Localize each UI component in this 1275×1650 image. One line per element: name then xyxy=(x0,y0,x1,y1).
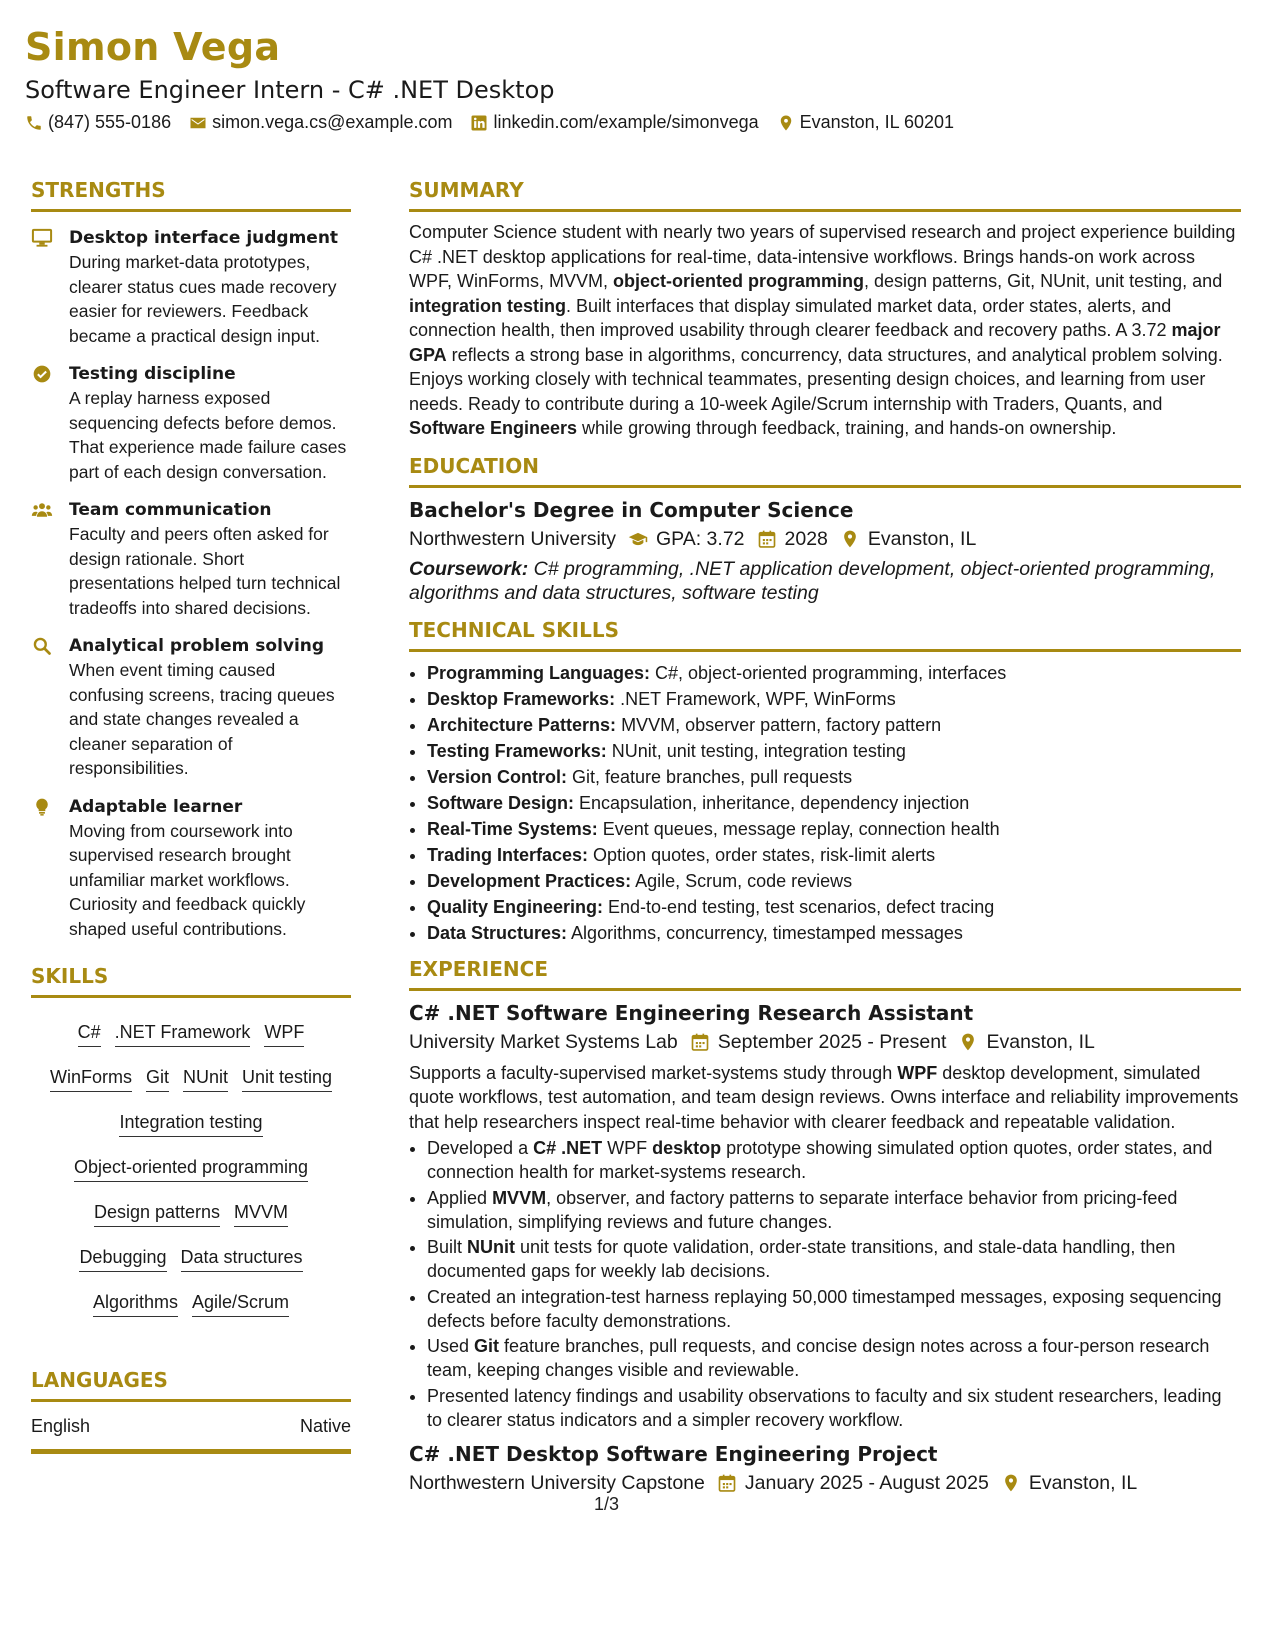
strength-item xyxy=(31,795,351,942)
map-pin-icon xyxy=(958,1032,978,1052)
language-name: English xyxy=(31,1416,91,1436)
skill-tag: Data structures xyxy=(181,1246,303,1272)
list-item: • Software Design: Encapsulation, inheritance, dependency injection xyxy=(427,790,1241,816)
skill-tag: Design patterns xyxy=(94,1201,220,1227)
skill-tag: Unit testing xyxy=(242,1066,332,1092)
technical-skills-section xyxy=(409,617,1241,946)
skill-tag: WPF xyxy=(264,1021,304,1047)
strength-title: Desktop interface judgment xyxy=(69,228,339,248)
map-pin-icon xyxy=(777,114,795,132)
job-location: Evanston, IL xyxy=(986,1030,1095,1053)
summary-section xyxy=(409,177,1241,441)
page-number: 1/3 xyxy=(594,1494,620,1514)
job-title: C# .NET Software Engineering Research Assistant xyxy=(409,1000,974,1025)
experience-entry xyxy=(409,1440,1241,1498)
list-item: • Real-Time Systems: Event queues, message replay, connection health xyxy=(427,816,1241,842)
contact-email-text[interactable]: simon.vega.cs@example.com xyxy=(212,112,453,132)
skill-tag: .NET Framework xyxy=(115,1021,251,1047)
strength-item xyxy=(31,226,351,348)
map-pin-icon xyxy=(840,529,860,549)
experience-section xyxy=(409,956,1241,1498)
gpa: GPA: 3.72 xyxy=(655,527,745,550)
experience-entry xyxy=(409,999,1241,1432)
check-circle-icon xyxy=(31,364,53,384)
strength-description: During market-data prototypes, clearer status cues made recovery easier for reviewers. Feedback became a practical design input. xyxy=(69,252,337,346)
list-item: • Version Control: Git, feature branches, pull requests xyxy=(427,764,1241,790)
strength-item xyxy=(31,362,351,484)
job-meta xyxy=(409,1027,1241,1057)
list-item: • Applied MVVM, observer, and factory patterns to separate interface behavior from pricing-feed simulation, simplifying reviews and future changes. xyxy=(427,1186,1241,1234)
strength-item xyxy=(31,498,351,620)
list-item: • Used Git feature branches, pull requests, and concise design notes across a four-person research team, keeping changes visible and reviewable. xyxy=(427,1334,1241,1382)
graduation-year: 2028 xyxy=(784,527,828,550)
phone-icon xyxy=(25,114,43,132)
languages-section xyxy=(31,1367,351,1454)
contact-location xyxy=(777,112,954,133)
contact-bar xyxy=(25,112,1245,133)
skill-tag: Debugging xyxy=(79,1246,166,1272)
contact-phone-text: (847) 555-0186 xyxy=(48,112,172,132)
linkedin-icon xyxy=(470,114,488,132)
calendar-icon xyxy=(690,1032,710,1052)
skill-tag: WinForms xyxy=(50,1066,132,1092)
job-description: Supports a faculty-supervised market-systems study through WPF desktop development, simulated quote workflows, test automation, and team design reviews. Owns interface and reliability improvements that help researchers inspect real-time behavior with clearer feedback and repeatable validation. xyxy=(409,1062,1239,1132)
skills-heading: SKILLS xyxy=(31,963,351,998)
skill-tag-list xyxy=(31,1010,351,1325)
list-item: • Architecture Patterns: MVVM, observer pattern, factory pattern xyxy=(427,712,1241,738)
lightbulb-icon xyxy=(31,797,53,817)
list-item: • Programming Languages: C#, object-oriented programming, interfaces xyxy=(427,660,1241,686)
strength-title: Analytical problem solving xyxy=(69,636,325,656)
strength-title: Testing discipline xyxy=(69,364,236,384)
right-column xyxy=(409,177,1241,1498)
school-name: Northwestern University xyxy=(409,527,616,550)
envelope-icon xyxy=(189,114,207,132)
skill-tag: MVVM xyxy=(234,1201,288,1227)
skill-tag: C# xyxy=(78,1021,101,1047)
skill-tag: Object-oriented programming xyxy=(74,1156,308,1182)
job-bullets xyxy=(409,1136,1241,1432)
job-dates: January 2025 - August 2025 xyxy=(744,1471,989,1494)
strength-description: Faculty and peers often asked for design rationale. Short presentations helped turn technical tradeoffs into shared decisions. xyxy=(69,524,341,618)
education-meta xyxy=(409,524,1241,554)
contact-linkedin-text[interactable]: linkedin.com/example/simonvega xyxy=(493,112,759,132)
languages-heading: LANGUAGES xyxy=(31,1367,351,1402)
education-section xyxy=(409,453,1241,605)
job-location: Evanston, IL xyxy=(1028,1471,1138,1494)
search-icon xyxy=(31,636,53,656)
contact-location-text: Evanston, IL 60201 xyxy=(799,112,955,132)
list-item: • Quality Engineering: End-to-end testing, test scenarios, defect tracing xyxy=(427,894,1241,920)
strength-description: A replay harness exposed sequencing defects before demos. That experience made failure cases part of each design conversation. xyxy=(69,388,347,482)
users-icon xyxy=(31,500,53,520)
coursework xyxy=(409,557,1241,605)
skill-tag: Algorithms xyxy=(93,1291,178,1317)
strength-title: Adaptable learner xyxy=(69,796,243,817)
education-location: Evanston, IL xyxy=(867,527,977,550)
candidate-name: Simon Vega xyxy=(25,25,281,69)
degree-title: Bachelor's Degree in Computer Science xyxy=(409,497,854,522)
skill-tag: Git xyxy=(146,1066,169,1092)
job-title: C# .NET Desktop Software Engineering Project xyxy=(409,1441,938,1466)
strength-description: When event timing caused confusing screens, tracing queues and state changes revealed a cleaner separation of responsibilities. xyxy=(69,660,335,778)
language-row xyxy=(31,1416,351,1454)
skill-tag: Agile/Scrum xyxy=(192,1291,289,1317)
list-item: • Desktop Frameworks: .NET Framework, WPF, WinForms xyxy=(427,686,1241,712)
skills-section xyxy=(31,963,351,1325)
list-item: • Built NUnit unit tests for quote validation, order-state transitions, and stale-data handling, then documented gaps for weekly lab decisions. xyxy=(427,1235,1241,1283)
coursework-list: C# programming, .NET application development, object-oriented programming, algorithms and data structures, software testing xyxy=(409,557,1216,604)
list-item: • Created an integration-test harness replaying 50,000 timestamped messages, exposing sequencing defects before faculty demonstrations. xyxy=(427,1285,1241,1333)
left-column xyxy=(31,177,351,1454)
monitor-icon xyxy=(31,228,53,248)
strengths-section xyxy=(31,177,351,941)
strength-title: Team communication xyxy=(69,500,272,520)
list-item: • Data Structures: Algorithms, concurrency, timestamped messages xyxy=(427,920,1241,946)
skill-tag: Integration testing xyxy=(119,1111,262,1137)
strengths-heading: STRENGTHS xyxy=(31,177,351,212)
list-item: • Testing Frameworks: NUnit, unit testing, integration testing xyxy=(427,738,1241,764)
coursework-label: Coursework: xyxy=(409,557,529,580)
strength-description: Moving from coursework into supervised research brought unfamiliar market workflows. Curiosity and feedback quickly shaped useful contributions. xyxy=(69,820,306,939)
organization: Northwestern University Capstone xyxy=(409,1471,705,1494)
language-level: Native xyxy=(299,1416,351,1436)
summary-heading: SUMMARY xyxy=(409,177,1241,212)
skill-tag: NUnit xyxy=(183,1066,228,1092)
contact-linkedin[interactable] xyxy=(470,112,758,133)
list-item: • Trading Interfaces: Option quotes, order states, risk-limit alerts xyxy=(427,842,1241,868)
list-item: • Developed a C# .NET WPF desktop prototype showing simulated option quotes, order states, and connection health for market-systems research. xyxy=(427,1136,1241,1184)
resume-header xyxy=(25,22,1245,133)
list-item: • Development Practices: Agile, Scrum, code reviews xyxy=(427,868,1241,894)
technical-skills-list xyxy=(409,660,1241,946)
map-pin-icon xyxy=(1001,1473,1021,1493)
education-heading: EDUCATION xyxy=(409,453,1241,488)
contact-email[interactable] xyxy=(189,112,452,133)
job-dates: September 2025 - Present xyxy=(717,1030,947,1053)
technical-skills-heading: TECHNICAL SKILLS xyxy=(409,617,1241,652)
contact-phone xyxy=(25,112,171,133)
candidate-headline: Software Engineer Intern - C# .NET Desktop xyxy=(25,76,555,104)
strength-item xyxy=(31,634,351,781)
organization: University Market Systems Lab xyxy=(409,1030,678,1053)
job-meta xyxy=(409,1468,1241,1498)
calendar-icon xyxy=(717,1473,737,1493)
calendar-icon xyxy=(757,529,777,549)
summary-paragraph: Computer Science student with nearly two years of supervised research and project experience building C# .NET desktop applications for real-time, data-intensive workflows. Brings hands-on work across WPF, WinForms, MVVM, object-oriented programming, design patterns, Git, NUnit, unit testing, and integration testing. Built interfaces that display simulated market data, order states, alerts, and connection health, then improved usability through clearer feedback and recovery paths. A 3.72 major GPA reflects a strong base in algorithms, concurrency, data structures, and analytical problem solving. Enjoys working closely with technical teammates, presenting design choices, and learning from user needs. Ready to contribute during a 10-week Agile/Scrum internship with Traders, Quants, and Software Engineers while growing through feedback, training, and hands-on ownership. xyxy=(409,222,1236,438)
graduation-cap-icon xyxy=(628,529,648,549)
experience-heading: EXPERIENCE xyxy=(409,956,1241,991)
list-item: • Presented latency findings and usability observations to faculty and six student researchers, leading to clearer status indicators and a simpler recovery workflow. xyxy=(427,1384,1241,1432)
